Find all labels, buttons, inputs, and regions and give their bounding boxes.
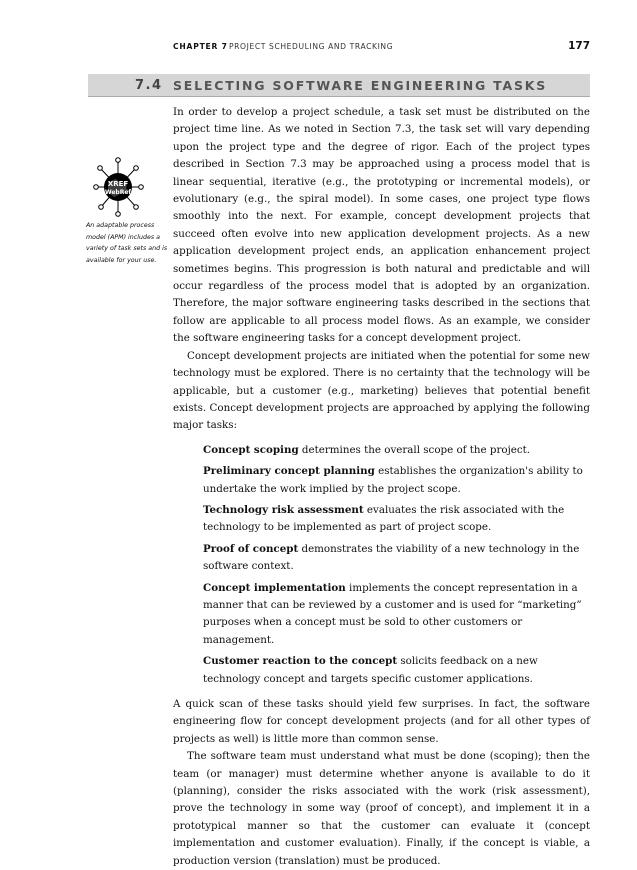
running-header xyxy=(173,42,590,56)
paragraph-3: A quick scan of these tasks should yield few surprises. In fact, the software engineering flow for concept development projects (and for all other types of projects as well) is little more than common sense. xyxy=(173,698,590,745)
section-heading xyxy=(88,74,590,97)
svg-text:XREF: XREF xyxy=(107,180,129,188)
task-term: Customer reaction to the concept xyxy=(203,655,398,668)
paragraph-4: The software team must understand what must be done (scoping); then the team (or manager) must determine whether anyone is available to do it (planning), consider the risks associated with the work (risk assessment), prove the technology in some way (proof of concept), and implement it in a prototypical manner so that the customer can evaluate it (concept implementation and customer evaluation). Finally, if the concept is viable, a production version (translation) must be produced. xyxy=(173,750,590,867)
task-item xyxy=(203,502,590,537)
page-number: 177 xyxy=(568,40,590,52)
task-description: implements the concept representation in a manner that can be reviewed by a customer and is used for “marketing” purposes when a concept must be sold to other customers or management. xyxy=(203,581,582,646)
paragraph-2: Concept development projects are initiated when the potential for some new technology must be explored. There is no certainty that the technology will be applicable, but a customer (e.g., marketing) believes that potential benefit exists. Concept development projects are approached by applying the following major tasks: xyxy=(173,349,590,432)
task-item xyxy=(203,653,590,688)
svg-text:WebRef: WebRef xyxy=(104,189,132,196)
task-term: Proof of concept xyxy=(203,542,299,555)
task-item xyxy=(203,580,590,650)
webref-icon xyxy=(86,150,168,230)
chapter-title: PROJECT SCHEDULING AND TRACKING xyxy=(229,42,394,51)
task-description: demonstrates the viability of a new technology in the software context. xyxy=(203,542,580,573)
body-text xyxy=(173,104,590,870)
task-item xyxy=(203,463,590,498)
task-description: solicits feedback on a new technology concept and targets specific customer applications. xyxy=(203,655,538,685)
task-item xyxy=(203,442,590,459)
chapter-label: CHAPTER 7 xyxy=(173,42,228,51)
task-term: Technology risk assessment xyxy=(203,503,364,516)
task-term: Concept implementation xyxy=(203,581,346,594)
task-item xyxy=(203,541,590,576)
task-list xyxy=(203,442,590,688)
task-term: Preliminary concept planning xyxy=(203,465,375,478)
margin-note: An adaptable process model (APM) includes a variety of task sets and is available for your use. xyxy=(86,222,168,265)
section-title: SELECTING SOFTWARE ENGINEERING TASKS xyxy=(173,78,548,93)
task-term: Concept scoping xyxy=(203,443,299,456)
task-description: establishes the organization's ability to undertake the work implied by the project scope. xyxy=(203,465,583,495)
section-number: 7.4 xyxy=(135,78,163,93)
task-description: evaluates the risk associated with the technology to be implemented as part of project scope. xyxy=(203,503,565,534)
paragraph-1: In order to develop a project schedule, a task set must be distributed on the project time line. As we noted in Section 7.3, the task set will vary depending upon the project type and the degree of rigor. Each of the project types described in Section 7.3 may be approached using a process model that is linear sequential, iterative (e.g., the prototyping or incremental models), or evolutionary (e.g., the spiral model). In some cases, one project type flows smoothly into the next. For example, concept development projects that succeed often evolve into new application development projects. As a new application development project ends, an application enhancement project sometimes begins. This progression is both natural and predictable and will occur regardless of the process model that is adopted by an organization. Therefore, the major software engineering tasks described in the sections that follow are applicable to all process model flows. As an example, we consider the software engineering tasks for a concept development project. xyxy=(173,106,590,345)
task-description: determines the overall scope of the project. xyxy=(298,443,531,456)
